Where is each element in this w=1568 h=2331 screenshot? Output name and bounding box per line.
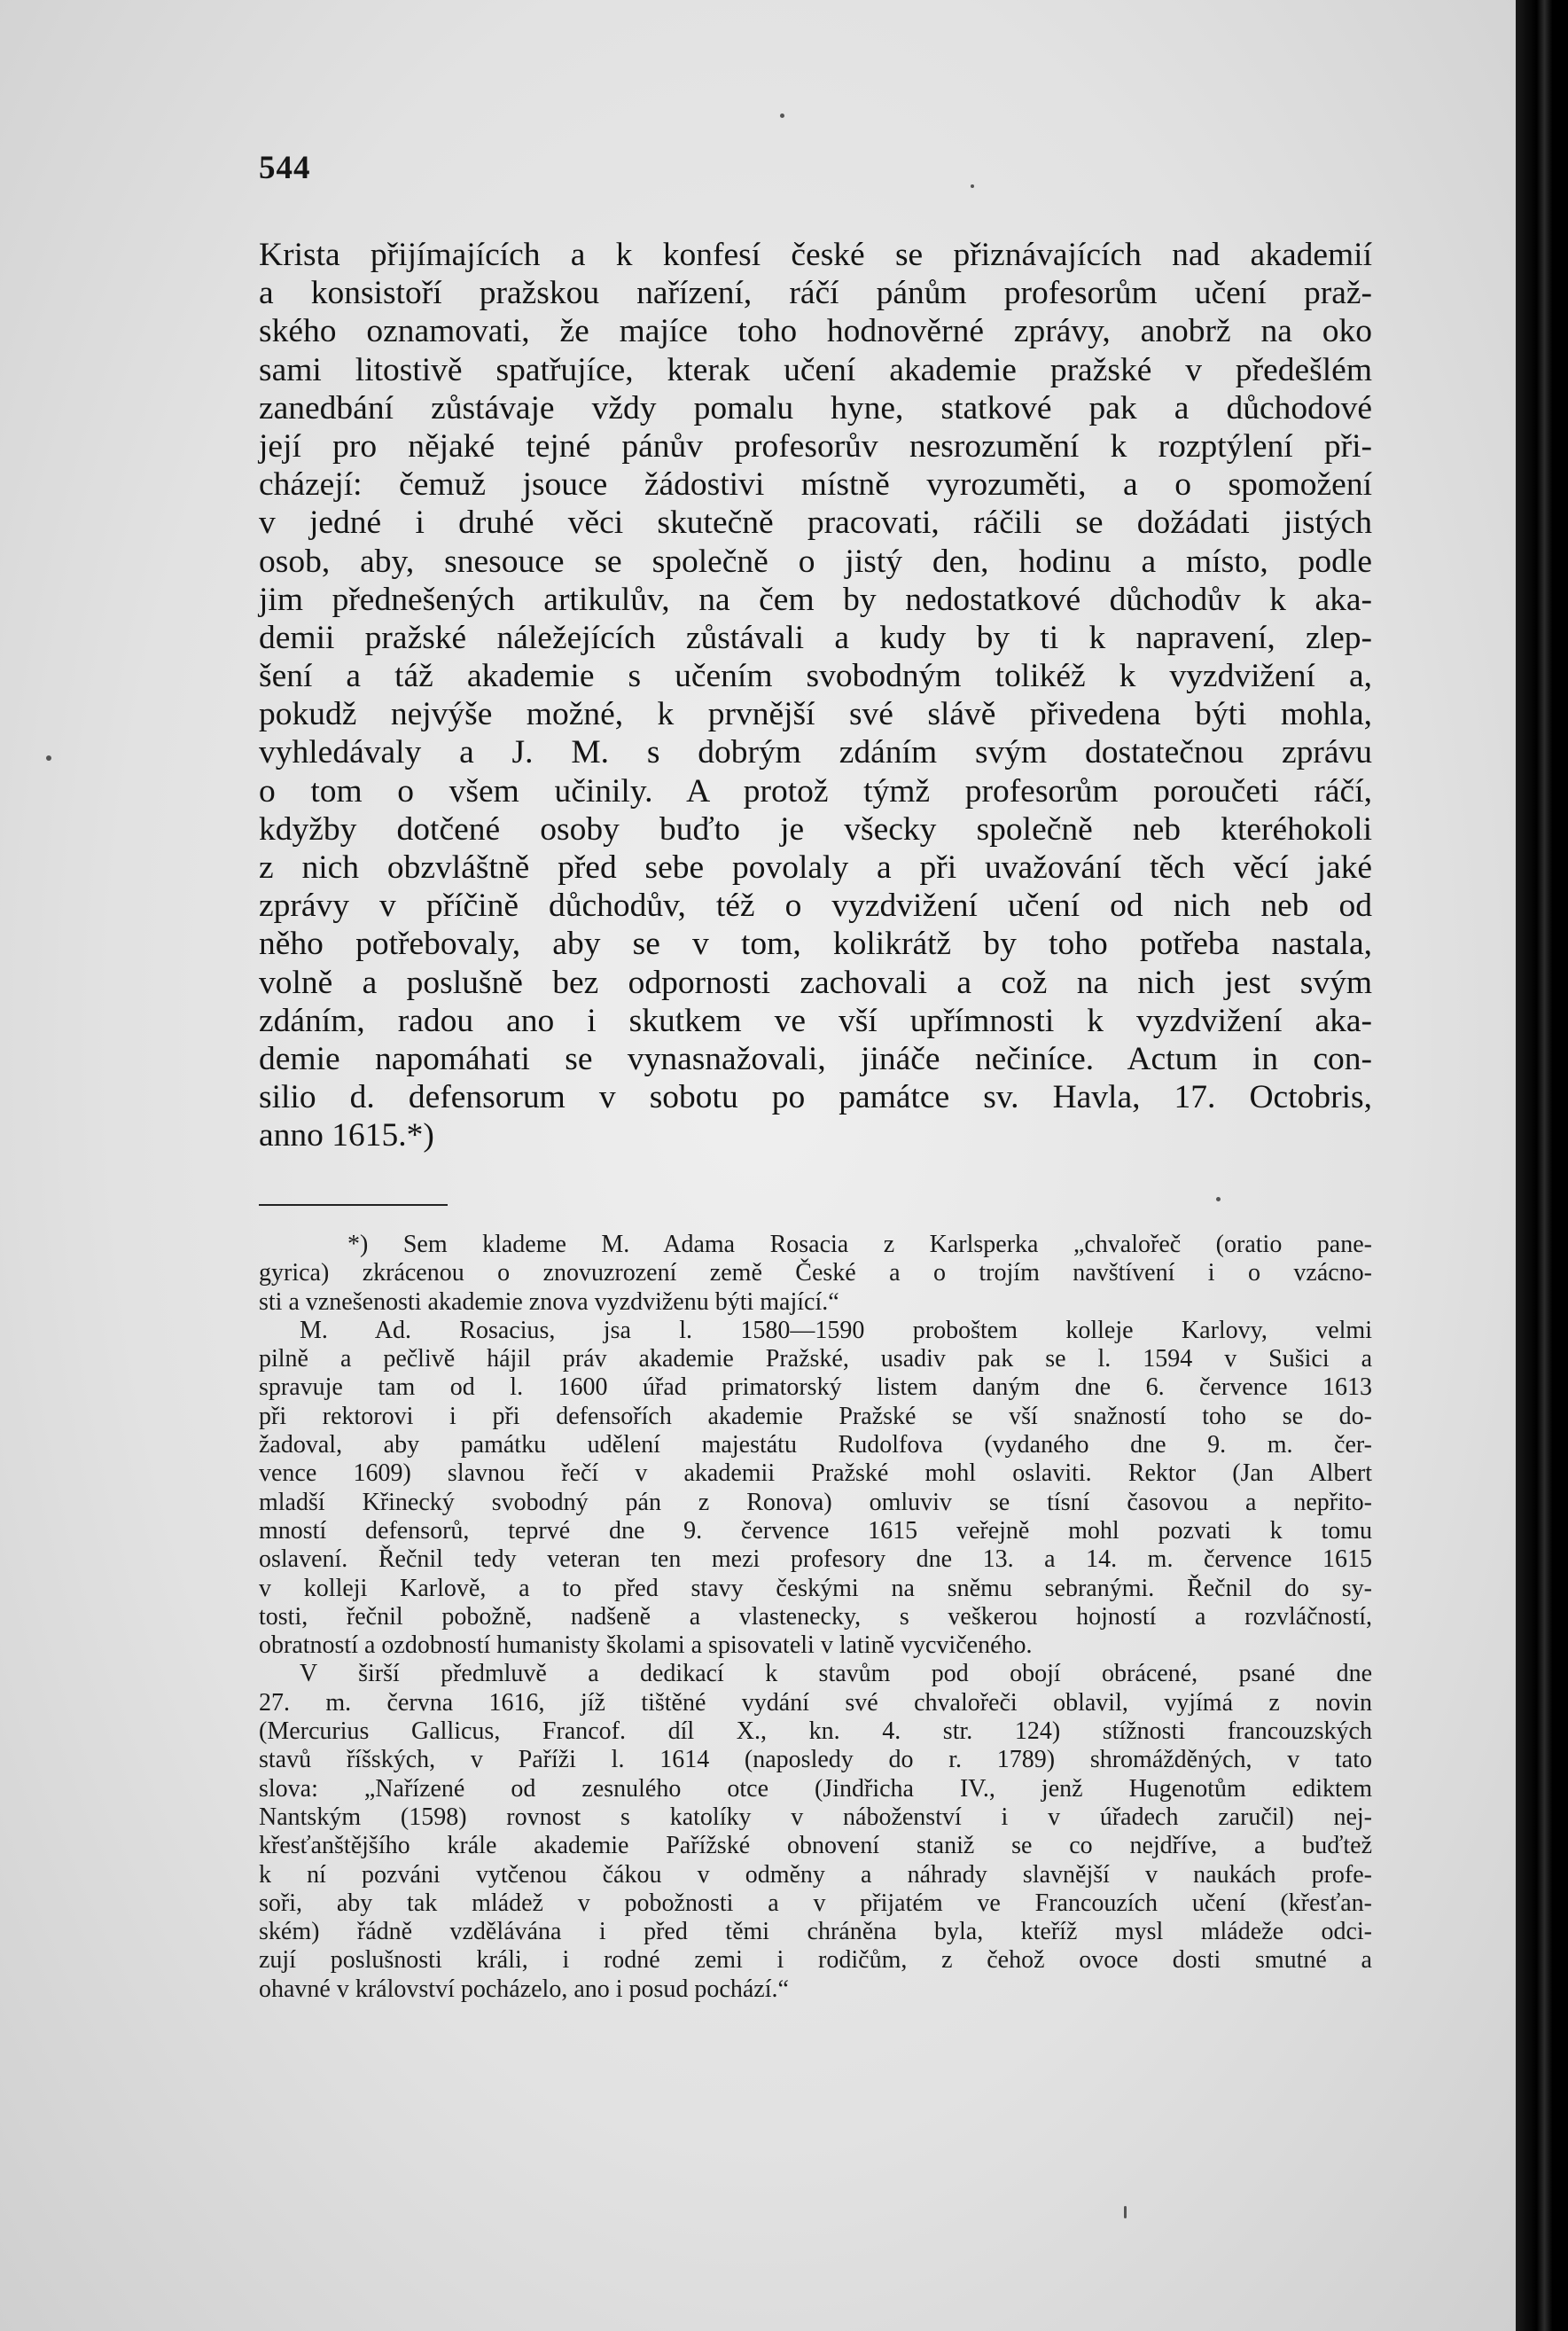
text-line: o tom o všem učinily. A protož týmž profesorům poroučeti ráčí, <box>259 772 1372 810</box>
text-line: demie napomáhati se vynasnažovali, jináče nečiníce. Actum in con- <box>259 1040 1372 1077</box>
text-line: kdyžby dotčené osoby buďto je všecky společně neb kteréhokoli <box>259 810 1372 848</box>
text-line: vyhledávaly a J. M. s dobrým zdáním svým dostatečnou zprávu <box>259 734 1372 771</box>
text-line: demii pražské náležejících zůstávali a kudy by ti k napravení, zlep- <box>259 619 1372 656</box>
text-line: sami litostivě spatřujíce, kterak učení akademie pražské v předešlém <box>259 351 1372 388</box>
text-line: zdáním, radou ano i skutkem ve vší upřímnosti k vyzdvižení aka- <box>259 1002 1372 1039</box>
text-line: zprávy v příčině důchodův, též o vyzdvižení učení od nich neb od <box>259 888 1372 925</box>
text-line: volně a poslušně bez odpornosti zachovali a což na nich jest svým <box>259 964 1372 1001</box>
paper-speck <box>1124 2206 1127 2218</box>
footnote-line: mností defensorů, teprvé dne 9. července 1615 veřejně mohl pozvati k tomu <box>259 1516 1372 1545</box>
footnote-line: vence 1609) slavnou řečí v akademii Pražské mohl oslaviti. Rektor (Jan Albert <box>259 1459 1372 1488</box>
paper-speck <box>971 184 974 188</box>
footnote-line: zují poslušnosti králi, i rodné zemi i rodičům, z čehož ovoce dosti smutné a <box>259 1946 1372 1975</box>
footnote-line: Nantským (1598) rovnost s katolíky v náboženství i v úřadech zaručil) nej- <box>259 1803 1372 1831</box>
text-line: její pro nějaké tejné pánův profesorův nesrozumění k rozptýlení při- <box>259 427 1372 465</box>
footnote-line: k ní pozváni vytčenou čákou v odměny a náhrady slavnější v naukách profe- <box>259 1860 1372 1889</box>
text-line: jim přednešených artikulův, na čem by nedostatkové důchodův k aka- <box>259 581 1372 618</box>
footnote-line: soři, aby tak mládež v pobožnosti a v přijatém ve Francouzích učení (křesťan- <box>259 1889 1372 1917</box>
footnote-line: ohavné v království pocházelo, ano i posud pochází.“ <box>259 1975 789 2003</box>
text-line: silio d. defensorum v sobotu po památce sv. Havla, 17. Octobris, <box>259 1079 1372 1116</box>
text-line: osob, aby, snesouce se společně o jistý den, hodinu a místo, podle <box>259 543 1372 580</box>
paper-speck <box>46 755 51 761</box>
footnote-line: křesťanštějšího krále akademie Pařížské obnovení staniž se co nejdříve, a buďtež <box>259 1832 1372 1860</box>
paper-speck <box>1216 1197 1221 1201</box>
footnote-line: oslavení. Řečnil tedy veteran ten mezi profesory dne 13. a 14. m. července 1615 <box>259 1545 1372 1574</box>
footnote-line: (Mercurius Gallicus, Francof. díl X., kn. 4. str. 124) stížnosti francouzských <box>259 1717 1372 1746</box>
footnote-line: pilně a pečlivě hájil práv akademie Pražské, usadiv pak se l. 1594 v Sušici a <box>259 1345 1372 1373</box>
footnotes <box>259 1231 1372 2004</box>
footnote-line: žadoval, aby památku udělení majestátu Rudolfova (vydaného dne 9. m. čer- <box>259 1431 1372 1459</box>
footnote-line: tosti, řečnil pobožně, nadšeně a vlastenecky, s veškerou hojností a rozvláčností, <box>259 1602 1372 1631</box>
main-text <box>259 236 1372 1155</box>
footnote-line: 27. m. června 1616, jíž tištěné vydání své chvalořeči oblavil, vyjímá z novin <box>259 1688 1372 1717</box>
scan-border <box>1516 0 1568 2331</box>
footnote-separator <box>259 1204 448 1206</box>
footnote-line: při rektorovi i při defensořích akademie Pražské se vší snažností toho se do- <box>259 1402 1372 1430</box>
footnote-line: ském) řádně vzdělávána i před těmi chráněna byla, kteříž mysl mládeže odci- <box>259 1918 1372 1946</box>
page-number: 544 <box>259 150 311 186</box>
footnote-line: sti a vznešenosti akademie znova vyzdviženu býti mající.“ <box>259 1287 839 1316</box>
text-line: anno 1615.*) <box>259 1117 434 1154</box>
footnote-line: v kolleji Karlově, a to před stavy českými na sněmu sebranými. Řečnil do sy- <box>259 1574 1372 1602</box>
footnote-line: V širší předmluvě a dedikací k stavům pod obojí obrácené, psané dne <box>300 1660 1372 1688</box>
text-line: pokudž nejvýše možné, k prvnější své slávě přivedena býti mohla, <box>259 696 1372 733</box>
footnote-line: slova: „Nařízené od zesnulého otce (Jindřicha IV., jenž Hugenotům ediktem <box>259 1774 1372 1803</box>
text-line: něho potřebovaly, aby se v tom, kolikrátž by toho potřeba nastala, <box>259 926 1372 963</box>
footnote-line: stavů říšských, v Paříži l. 1614 (naposledy do r. 1789) shromážděných, v tato <box>259 1746 1372 1774</box>
footnote-line: *) Sem klademe M. Adama Rosacia z Karlsperka „chvalořeč (oratio pane- <box>347 1231 1372 1258</box>
text-line: Krista přijímajících a k konfesí české se přiznávajících nad akademií <box>259 237 1372 273</box>
paper-speck <box>780 113 784 118</box>
text-line: zanedbání zůstávaje vždy pomalu hyne, statkové pak a důchodové <box>259 389 1372 426</box>
text-line: z nich obzvláštně před sebe povolaly a při uvažování těch věcí jaké <box>259 849 1372 886</box>
footnote-line: M. Ad. Rosacius, jsa l. 1580—1590 proboštem kolleje Karlovy, velmi <box>300 1316 1372 1344</box>
text-line: šení a táž akademie s učením svobodným tolikéž k vyzdvižení a, <box>259 658 1372 695</box>
footnote-line: gyrica) zkrácenou o znovuzrození země České a o trojím navštívení i o vzácno- <box>259 1259 1372 1287</box>
text-line: ského oznamovati, že majíce toho hodnověrné zprávy, anobrž na oko <box>259 313 1372 350</box>
footnote-line: spravuje tam od l. 1600 úřad primatorský listem daným dne 6. července 1613 <box>259 1373 1372 1402</box>
footnote-line: obratností a ozdobností humanisty školami a spisovateli v latině vycvičeného. <box>259 1631 1033 1660</box>
text-line: v jedné i druhé věci skutečně pracovati, ráčili se dožádati jistých <box>259 505 1372 542</box>
text-line: cházejí: čemuž jsouce žádostivi místně vyrozuměti, a o spomožení <box>259 466 1372 504</box>
footnote-line: mladší Křinecký svobodný pán z Ronova) omluviv se tísní časovou a nepřito- <box>259 1488 1372 1516</box>
text-line: a konsistoří pražskou nařízení, ráčí pánům profesorům učení praž- <box>259 275 1372 312</box>
